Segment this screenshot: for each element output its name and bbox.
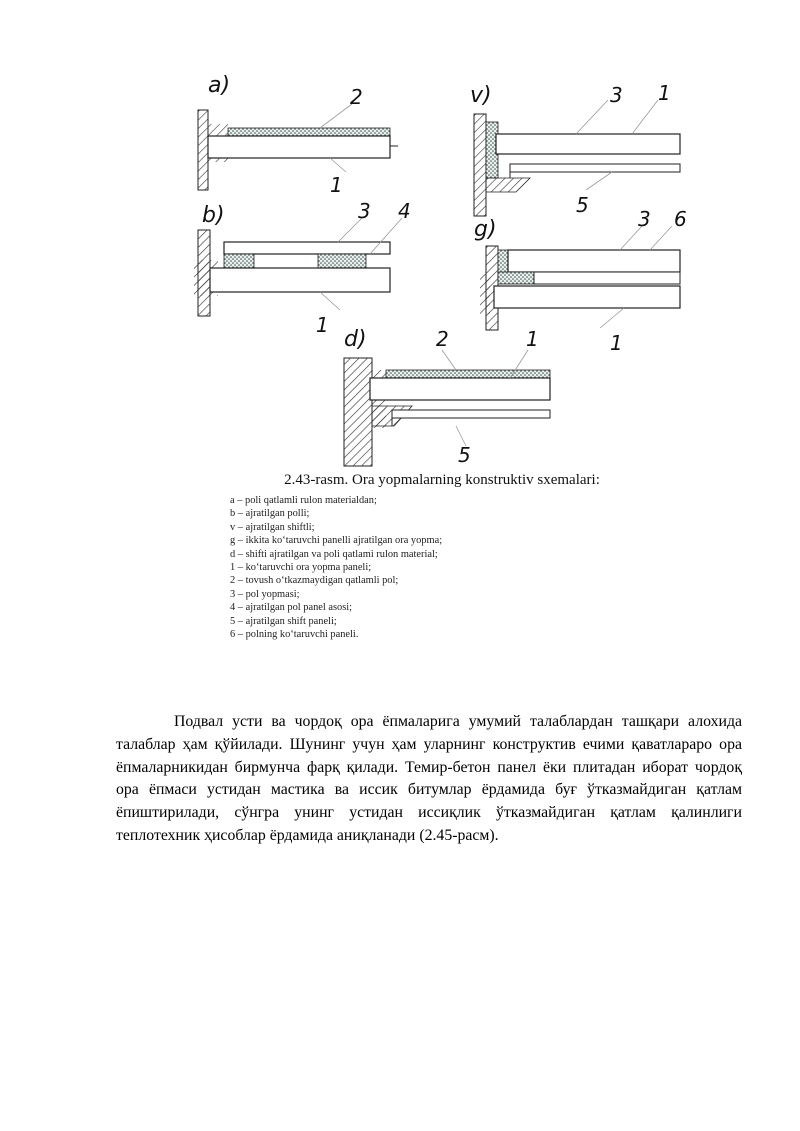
diagram-b-label-1: 1 [316, 313, 329, 337]
diagram-d-letter: d) [344, 327, 367, 352]
legend-item: 6 – polning koʻtaruvchi paneli. [230, 629, 359, 641]
diagram-a-label-1: 1 [330, 173, 343, 197]
diagram-d-label-5: 5 [458, 443, 471, 467]
legend-item: 5 – ajratilgan shift paneli; [230, 615, 337, 627]
legend-item: a – poli qatlamli rulon materialdan; [230, 495, 377, 506]
diagram-a [198, 73, 398, 197]
diagram-b [194, 199, 411, 337]
diagram-a-label-2: 2 [350, 85, 363, 109]
legend-item: 2 – tovush oʻtkazmaydigan qatlamli pol; [230, 575, 399, 587]
diagram-v-letter: v) [470, 83, 492, 108]
legend-item: v – ajratilgan shiftli; [230, 521, 315, 533]
diagram-a-letter: a) [208, 73, 231, 98]
diagram-d [344, 327, 550, 467]
diagram-g-label-3: 3 [638, 207, 651, 231]
diagram-b-letter: b) [202, 203, 225, 228]
legend-item: g – ikkita koʻtaruvchi panelli ajratilgan ora yopma; [230, 535, 443, 547]
diagram-d-label-1: 1 [526, 327, 539, 351]
diagram-g-label-6: 6 [674, 207, 687, 231]
diagram-d-label-2: 2 [436, 327, 449, 351]
figure-legend [230, 494, 650, 641]
diagram-v-label-3: 3 [610, 83, 623, 107]
legend-item: d – shifti ajratilgan va poli qatlami rulon material; [230, 548, 438, 560]
construction-diagrams-figure [180, 70, 700, 470]
diagram-g-letter: g) [474, 217, 497, 242]
legend-item: b – ajratilgan polli; [230, 508, 310, 520]
diagram-g [474, 207, 687, 355]
body-paragraph: Подвал усти ва чордоқ ора ёпмаларига умумий талаблардан ташқари алохида талаблар ҳам қўйилади. Шунинг учун ҳам уларнинг конструктив ечими қаватлараро ора ёпмаларникидан бирмунча фарқ қилади. Темир-бетон панел ёки плитадан иборат чордоқ ора ёпмаси устидан мастика ва иссик битумлар ёрдамида буғ ўтказмайдиган қатлам ёпиштирилади, сўнгра унинг устидан иссиқлик ўтказмайдиган қатлам қалинлиги теплотехник ҳисоблар ёрдамида аниқланади (2.45-расм). [116, 713, 742, 844]
legend-item: 1 – koʻtaruvchi ora yopma paneli; [230, 562, 372, 574]
diagram-b-label-3: 3 [358, 199, 371, 223]
legend-item: 3 – pol yopmasi; [230, 588, 300, 600]
diagram-v-label-5: 5 [576, 193, 589, 217]
diagram-v-label-1: 1 [658, 81, 671, 105]
legend-item: 4 – ajratilgan pol panel asosi; [230, 602, 353, 614]
diagram-g-label-1: 1 [610, 331, 623, 355]
figure-caption: 2.43-rasm. Ora yopmalarning konstruktiv sxemalari: [284, 472, 600, 488]
diagram-b-label-4: 4 [398, 199, 411, 223]
diagram-v [470, 81, 680, 217]
